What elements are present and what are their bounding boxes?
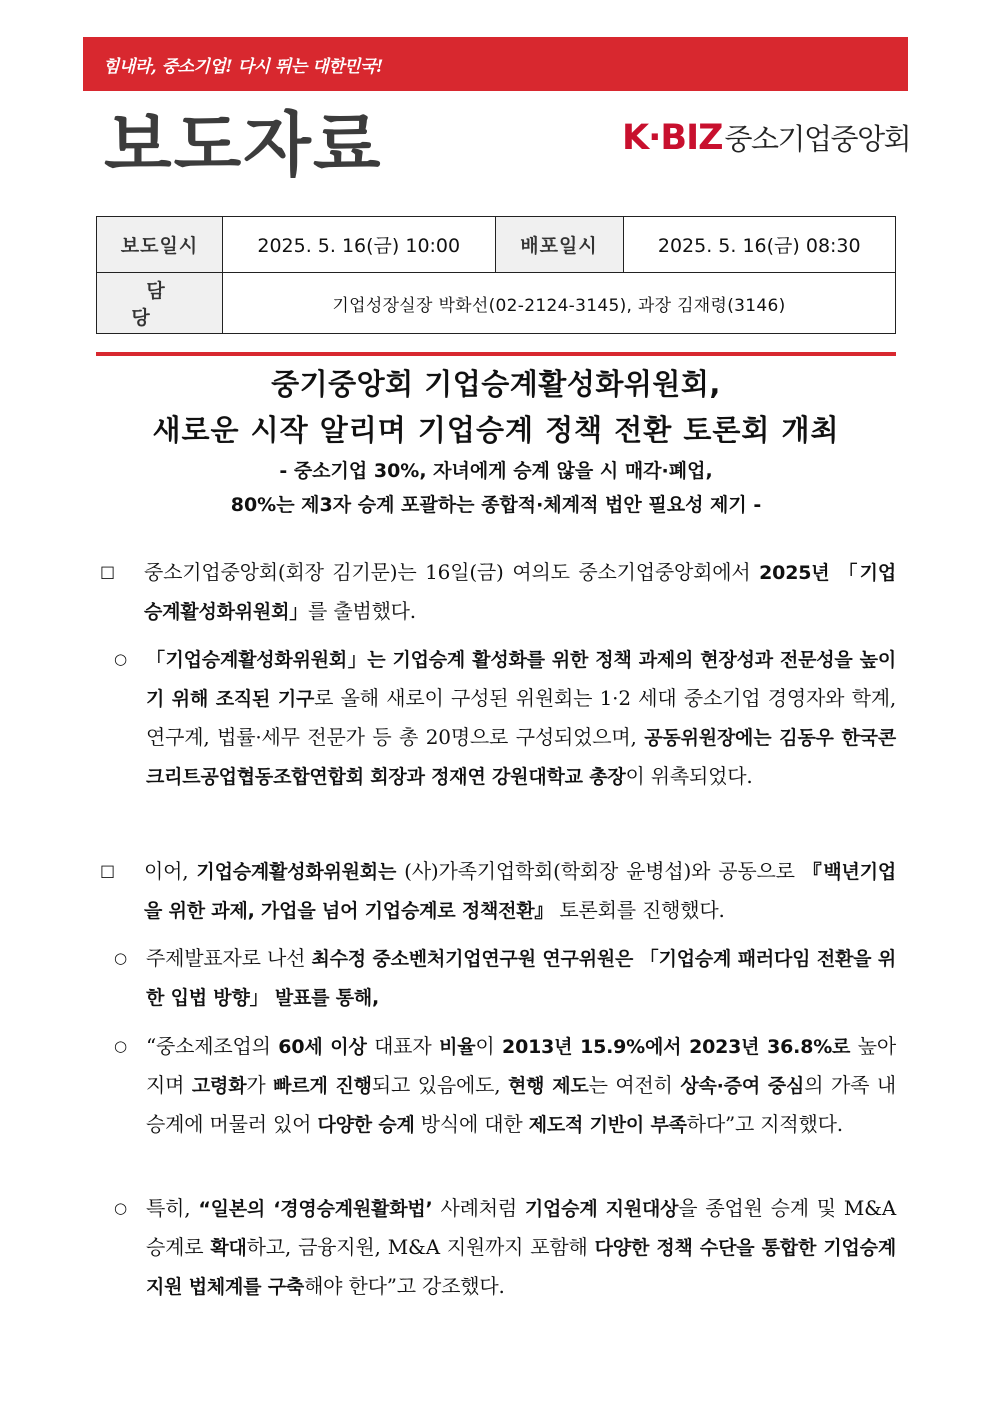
report-time-value: 2025. 5. 16(금) 10:00 (223, 217, 496, 273)
kbiz-logo (622, 116, 910, 166)
square-bullet-icon: □ (100, 562, 115, 581)
headline-line-1: 중기중앙회 기업승계활성화위원회, (271, 367, 721, 401)
contact-label: 담당 (97, 273, 223, 334)
circle-bullet-icon: ○ (114, 650, 127, 668)
report-time-label: 보도일시 (97, 217, 223, 273)
top-banner (83, 37, 908, 91)
divider-line (96, 352, 896, 356)
subheadline-line-1: - 중소기업 30%, 자녀에게 승계 않을 시 매각·폐업, (279, 460, 713, 482)
logo-name: 중소기업중앙회 (724, 122, 911, 156)
circle-bullet-icon: ○ (114, 949, 127, 967)
paragraph-1: □ 중소기업중앙회(회장 김기문)는 16일(금) 여의도 중소기업중앙회에서 2025년 「기업승계활성화위원회」를 출범했다. (96, 553, 896, 631)
distribution-time-value: 2025. 5. 16(금) 08:30 (623, 217, 896, 273)
subheadline-line-2: 80%는 제3자 승계 포괄하는 종합적·체계적 법안 필요성 제기 - (230, 494, 762, 516)
paragraph-6: ○ 특히, “일본의 ‘경영승계원활화법’ 사례처럼 기업승계 지원대상을 종업원 승계 및 M&A 승계로 확대하고, 금융지원, M&A 지원까지 포함해 다양한 정책 수단을 통합한 기업승계 지원 법체계를 구축해야 한다”고 강조했다. (96, 1189, 896, 1306)
release-info-table (96, 216, 896, 334)
headline-line-2: 새로운 시작 알리며 기업승계 정책 전환 토론회 개최 (152, 413, 840, 447)
paragraph-3: □ 이어, 기업승계활성화위원회는 (사)가족기업학회(학회장 윤병섭)와 공동으로 『백년기업을 위한 과제, 가업을 넘어 기업승계로 정책전환』 토론회를 진행했다. (96, 852, 896, 930)
logo-mark: K·BIZ (622, 118, 723, 158)
circle-bullet-icon: ○ (114, 1199, 127, 1217)
distribution-time-label: 배포일시 (495, 217, 623, 273)
circle-bullet-icon: ○ (114, 1037, 127, 1055)
paragraph-4: ○ 주제발표자로 나선 최수정 중소벤처기업연구원 연구위원은 「기업승계 패러다임 전환을 위한 입법 방향」 발표를 통해, (96, 939, 896, 1017)
contact-value: 기업성장실장 박화선(02-2124-3145), 과장 김재령(3146) (223, 273, 896, 334)
banner-slogan: 힘내라, 중소기업! 다시 뛰는 대한민국! (103, 57, 383, 77)
paragraph-5: ○ “중소제조업의 60세 이상 대표자 비율이 2013년 15.9%에서 2023년 36.8%로 높아지며 고령화가 빠르게 진행되고 있음에도, 현행 제도는 여전히 상속·증여 중심의 가족 내 승계에 머물러 있어 다양한 승계 방식에 대한 제도적 기반이 부족하다”고 지적했다. (96, 1027, 896, 1144)
page-title: 보도자료 (104, 104, 383, 186)
paragraph-2: ○ 「기업승계활성화위원회」는 기업승계 활성화를 위한 정책 과제의 현장성과 전문성을 높이기 위해 조직된 기구로 올해 새로이 구성된 위원회는 1·2 세대 중소기업 경영자와 학계, 연구계, 법률·세무 전문가 등 총 20명으로 구성되었으며, 공동위원장에는 김동우 한국콘크리트공업협동조합연합회 회장과 정재연 강원대학교 총장이 위촉되었다. (96, 640, 896, 796)
square-bullet-icon: □ (100, 861, 115, 880)
